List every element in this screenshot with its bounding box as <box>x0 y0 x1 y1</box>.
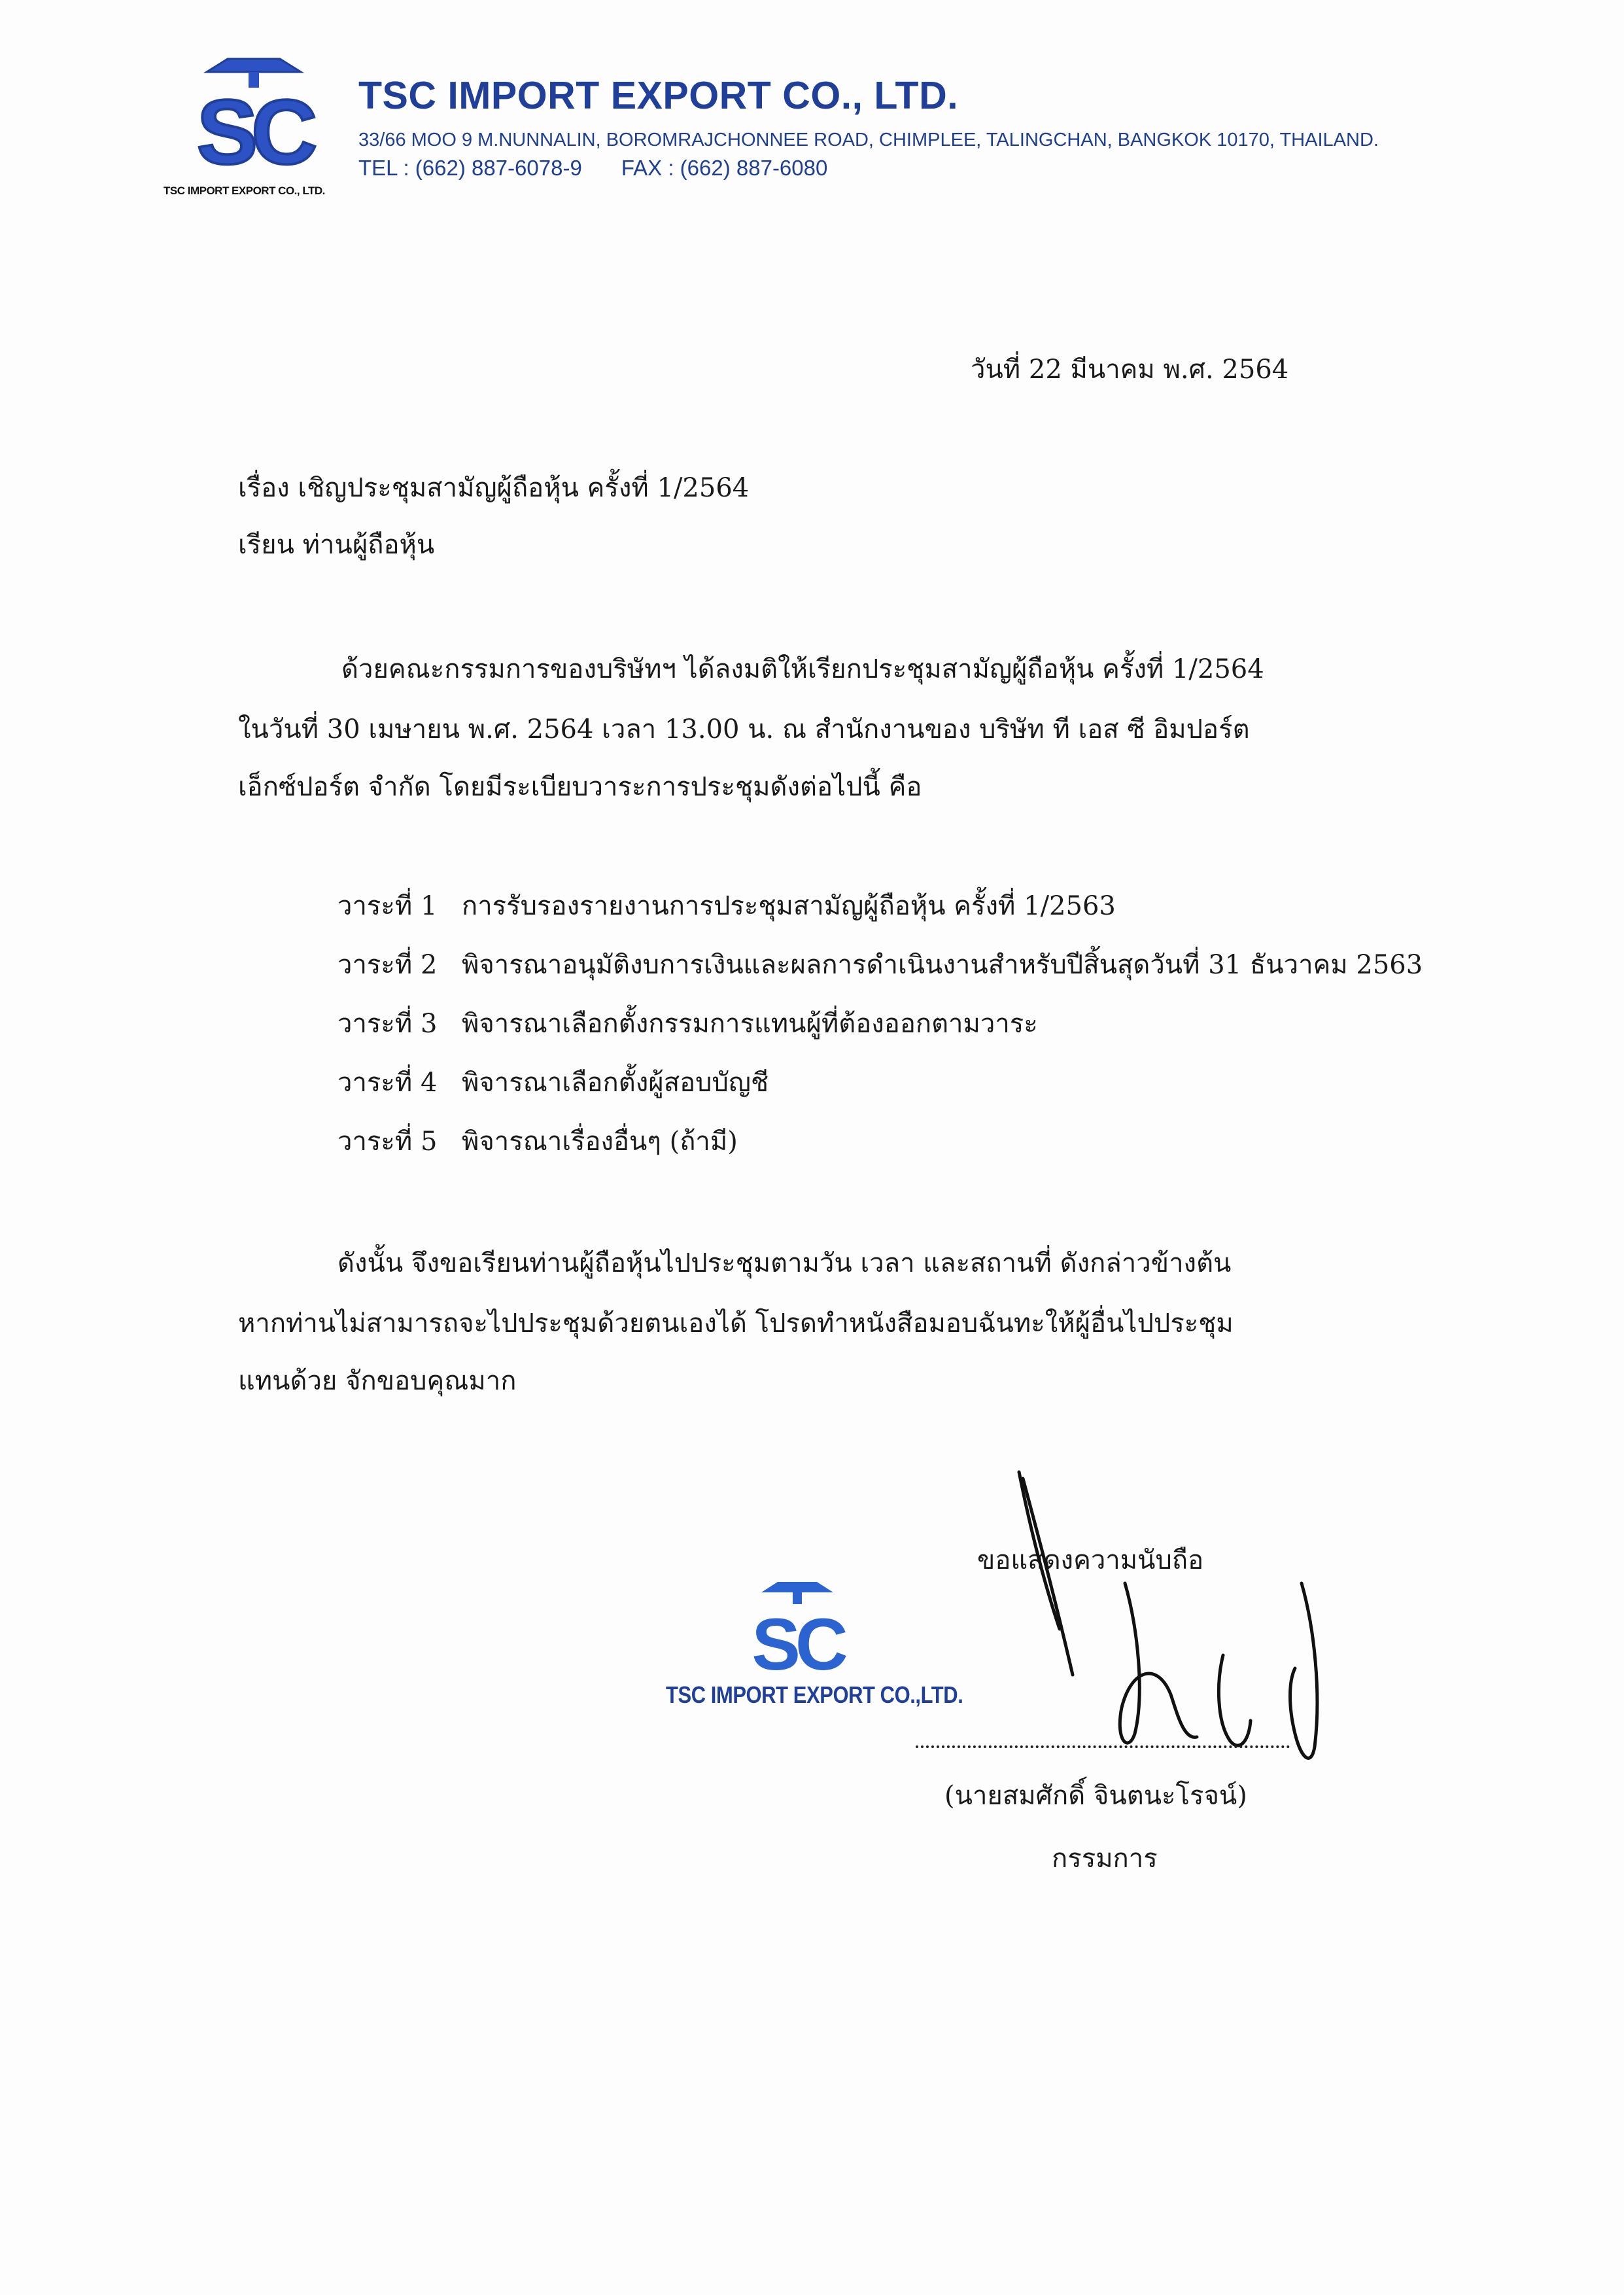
agenda-number: วาระที่ 5 <box>337 1127 438 1157</box>
signer-title: กรรมการ <box>1052 1844 1158 1874</box>
signature-icon <box>1007 1459 1360 1766</box>
agenda-text: พิจารณาอนุมัติงบการเงินและผลการดำเนินงานสำหรับปีสิ้นสุดวันที่ 31 ธันวาคม 2563 <box>462 950 1423 980</box>
paragraph2-line: ดังนั้น จึงขอเรียนท่านผู้ถือหุ้นไปประชุมตามวัน เวลา และสถานที่ ดังกล่าวข้างต้น <box>337 1248 1232 1278</box>
paragraph1-line: เอ็กซ์ปอร์ต จำกัด โดยมีระเบียบวาระการประชุมดังต่อไปนี้ คือ <box>238 772 922 802</box>
logo-caption: TSC IMPORT EXPORT CO., LTD. <box>164 184 325 197</box>
agenda-text: พิจารณาเลือกตั้งผู้สอบบัญชี <box>462 1068 769 1098</box>
paragraph1-line: ด้วยคณะกรรมการของบริษัทฯ ได้ลงมติให้เรียกประชุมสามัญผู้ถือหุ้น ครั้งที่ 1/2564 <box>341 654 1264 684</box>
agenda-text: พิจารณาเรื่องอื่นๆ (ถ้ามี) <box>462 1127 738 1157</box>
agenda-text: พิจารณาเลือกตั้งกรรมการแทนผู้ที่ต้องออกตามวาระ <box>462 1009 1038 1039</box>
signature-line <box>916 1745 1290 1748</box>
company-logo-icon <box>182 52 326 181</box>
company-stamp-icon <box>742 1578 853 1680</box>
letter-subject: เรื่อง เชิญประชุมสามัญผู้ถือหุ้น ครั้งที่ 1/2564 <box>238 473 750 503</box>
agenda-item <box>337 1061 769 1103</box>
agenda-item <box>337 1002 1038 1044</box>
paragraph1-line: ในวันที่ 30 เมษายน พ.ศ. 2564 เวลา 13.00 น. ณ สำนักงานของ บริษัท ที เอส ซี อิมปอร์ต <box>238 714 1250 745</box>
company-address: 33/66 MOO 9 M.NUNNALIN, BOROMRAJCHONNEE ROAD, CHIMPLEE, TALINGCHAN, BANGKOK 10170, THAILAND. <box>358 130 1379 150</box>
closing-text: ขอแสดงความนับถือ <box>977 1545 1204 1575</box>
company-fax: FAX : (662) 887-6080 <box>621 156 828 180</box>
agenda-number: วาระที่ 1 <box>337 891 438 921</box>
paragraph2-line: แทนด้วย จักขอบคุณมาก <box>238 1366 517 1396</box>
letter-date: วันที่ 22 มีนาคม พ.ศ. 2564 <box>971 355 1289 385</box>
agenda-number: วาระที่ 3 <box>337 1009 438 1039</box>
agenda-item <box>337 1120 738 1162</box>
svg-text:SC: SC <box>196 80 311 181</box>
agenda-number: วาระที่ 2 <box>337 950 438 980</box>
agenda-number: วาระที่ 4 <box>337 1068 438 1098</box>
paragraph2-line: หากท่านไม่สามารถจะไปประชุมด้วยตนเองได้ โปรดทำหนังสือมอบฉันทะให้ผู้อื่นไปประชุม <box>238 1308 1234 1339</box>
company-name: TSC IMPORT EXPORT CO., LTD. <box>358 74 959 117</box>
company-tel: TEL : (662) 887-6078-9 <box>358 156 582 180</box>
agenda-text: การรับรองรายงานการประชุมสามัญผู้ถือหุ้น ครั้งที่ 1/2563 <box>462 891 1116 921</box>
agenda-item <box>337 943 1423 985</box>
svg-text:SC: SC <box>752 1603 843 1680</box>
agenda-item <box>337 885 1116 926</box>
letter-salutation: เรียน ท่านผู้ถือหุ้น <box>238 530 435 560</box>
stamp-caption: TSC IMPORT EXPORT CO.,LTD. <box>666 1681 963 1708</box>
signer-name: (นายสมศักดิ์ จินตนะโรจน์) <box>944 1781 1247 1811</box>
company-contact <box>358 156 827 181</box>
